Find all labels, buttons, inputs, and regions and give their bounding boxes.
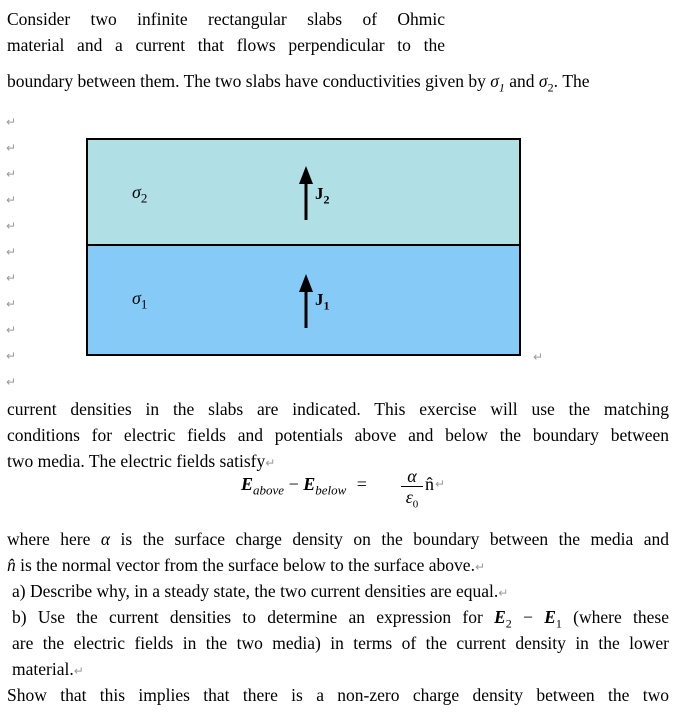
question-b-line: material.↵ [12,659,84,679]
paragraph-line: material and a current that flows perpendicular to the [7,35,445,55]
paragraph-mark-icon: ↵ [6,115,17,129]
upper-current-arrow-icon [298,166,314,220]
paragraph-line: Consider two infinite rectangular slabs of Ohmic [7,9,445,29]
upper-conductivity-label: $\sigma_2$ [132,182,148,206]
paragraph-line: where here α is the surface charge density on the boundary between the media and [7,529,669,549]
question-b-line: are the electric fields in the two media) in terms of the current density in the lower [12,633,669,653]
paragraph-mark-icon: ↵ [6,141,17,155]
boundary-equation: $E_{above} - E_{below}$ = α $\varepsilon_0$ n̂ ↵ [241,466,446,511]
question-a: a) Describe why, in a steady state, the two current densities are equal.↵ [12,581,509,601]
upper-current-label: $J_2$ [315,184,330,207]
paragraph-mark-icon: ↵ [6,323,17,337]
paragraph-mark-icon: ↵ [6,375,17,389]
paragraph-line: two media. The electric fields satisfy↵ [7,451,276,471]
paragraph-mark-icon: ↵ [6,193,17,207]
lower-slab [86,246,521,356]
paragraph-line: boundary between them. The two slabs have conductivities given by $\sigma_1$ and $\sigma_2$. The [7,71,590,95]
paragraph-mark-icon: ↵ [6,245,17,259]
lower-current-label: $J_1$ [315,290,330,313]
paragraph-mark-icon: ↵ [533,350,544,364]
question-b-line: b) Use the current densities to determine an expression for $E_2 - E_1$ (where these [12,607,669,631]
upper-slab [86,138,521,247]
paragraph-mark-icon: ↵ [6,271,17,285]
paragraph-mark-icon: ↵ [6,167,17,181]
fraction: α $\varepsilon_0$ [401,466,423,511]
lower-conductivity-label: $\sigma_1$ [132,288,148,312]
paragraph-mark-icon: ↵ [6,219,17,233]
paragraph-mark-icon: ↵ [6,349,17,363]
paragraph-line: conditions for electric fields and potentials above and below the boundary between [7,425,669,445]
paragraph-mark-icon: ↵ [6,297,17,311]
lower-current-arrow-icon [298,274,314,328]
paragraph-line: Show that this implies that there is a non-zero charge density between the two [7,685,669,705]
paragraph-line: current densities in the slabs are indicated. This exercise will use the matching [7,399,669,419]
paragraph-line: n̂ is the normal vector from the surface below to the surface above.↵ [7,555,486,575]
